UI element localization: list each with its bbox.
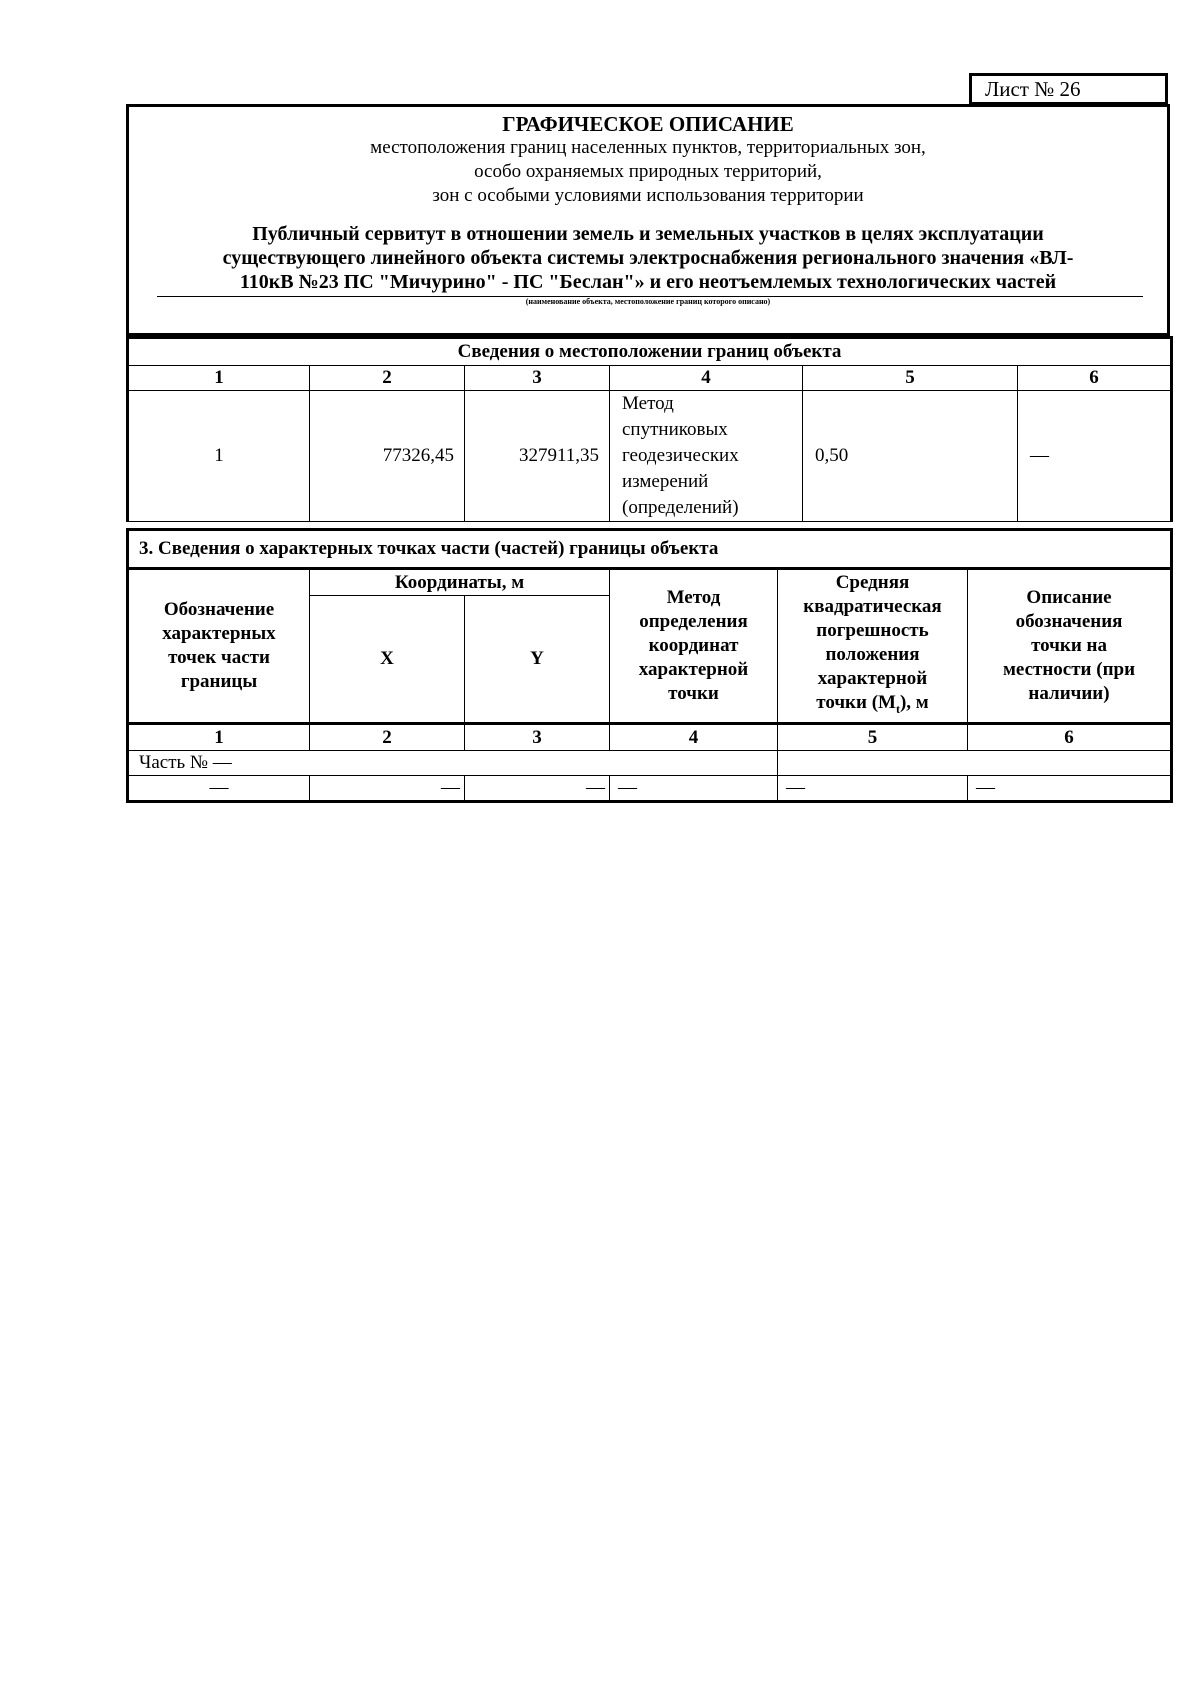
header-line: точки bbox=[668, 683, 719, 704]
method-header bbox=[610, 569, 778, 724]
column-number: 6 bbox=[1018, 366, 1172, 391]
header-line: характерной bbox=[817, 668, 928, 690]
header-text: ), м bbox=[899, 692, 929, 714]
header-line: точек части bbox=[168, 647, 270, 668]
header-line bbox=[778, 691, 967, 721]
header-line: Средняя bbox=[835, 572, 910, 594]
object-caption: (наименование объекта, местоположение границ которого описано) bbox=[525, 297, 771, 306]
description-value: — bbox=[1018, 391, 1172, 522]
header-line: характерной bbox=[638, 659, 749, 680]
column-number: 3 bbox=[465, 366, 610, 391]
header-line: координат bbox=[648, 635, 739, 656]
column-number: 4 bbox=[610, 724, 778, 751]
column-number: 3 bbox=[465, 724, 610, 751]
description-value: — bbox=[968, 776, 1172, 802]
error-header bbox=[778, 569, 968, 724]
part-label-blank bbox=[778, 751, 1172, 776]
header-line: границы bbox=[180, 671, 258, 692]
header-text: точки (M bbox=[816, 692, 896, 714]
location-table bbox=[126, 336, 1173, 522]
method-line: Метод bbox=[622, 393, 674, 414]
coordinates-header: Координаты, м bbox=[310, 569, 610, 596]
point-designation: — bbox=[128, 776, 310, 802]
error-value: — bbox=[778, 776, 968, 802]
header-line: обозначения bbox=[1015, 611, 1123, 632]
coordinate-x: 77326,45 bbox=[310, 391, 465, 522]
header-line: Обозначение bbox=[163, 599, 275, 620]
column-number: 5 bbox=[778, 724, 968, 751]
header-line: точки на bbox=[1031, 635, 1107, 656]
method-line: измерений bbox=[622, 471, 709, 492]
column-number: 1 bbox=[128, 724, 310, 751]
part-label: Часть № — bbox=[128, 751, 778, 776]
header-line: погрешность bbox=[816, 620, 929, 642]
column-number: 2 bbox=[310, 366, 465, 391]
method-line: геодезических bbox=[622, 445, 739, 466]
object-name-line: существующего линейного объекта системы электроснабжения регионального значения «ВЛ- bbox=[222, 247, 1074, 269]
column-number: 4 bbox=[610, 366, 803, 391]
document-title: ГРАФИЧЕСКОЕ ОПИСАНИЕ bbox=[502, 112, 794, 136]
column-number: 5 bbox=[803, 366, 1018, 391]
coordinate-x: — bbox=[310, 776, 465, 802]
subscript: t bbox=[895, 701, 900, 716]
header-line: положения bbox=[825, 644, 920, 666]
object-name-line: Публичный сервитут в отношении земель и земельных участков в целях эксплуатации bbox=[252, 223, 1044, 245]
coordinate-y: — bbox=[465, 776, 610, 802]
points-section-title: 3. Сведения о характерных точках части (частей) границы объекта bbox=[128, 530, 1172, 569]
subtitle-line: местоположения границ населенных пунктов, территориальных зон, bbox=[370, 137, 926, 158]
description-header bbox=[968, 569, 1172, 724]
subtitle-line: особо охраняемых природных территорий, bbox=[474, 161, 822, 182]
method-line: (определений) bbox=[622, 497, 739, 518]
column-number: 6 bbox=[968, 724, 1172, 751]
column-number: 1 bbox=[128, 366, 310, 391]
point-number: 1 bbox=[128, 391, 310, 522]
column-number: 2 bbox=[310, 724, 465, 751]
table-row bbox=[128, 776, 1172, 802]
header-line: местности (при bbox=[1002, 659, 1136, 680]
method-value: — bbox=[610, 776, 778, 802]
method-line: спутниковых bbox=[622, 419, 728, 440]
error-value: 0,50 bbox=[803, 391, 1018, 522]
header-line: Описание bbox=[1026, 587, 1112, 608]
subtitle-line: зон с особыми условиями использования территории bbox=[432, 185, 864, 206]
header-line: квадратическая bbox=[803, 596, 942, 618]
location-section-title: Сведения о местоположении границ объекта bbox=[128, 338, 1172, 366]
designation-header bbox=[128, 569, 310, 724]
sheet-number: Лист № 26 bbox=[969, 73, 1168, 105]
y-header: Y bbox=[465, 596, 610, 724]
header-line: Метод bbox=[666, 587, 721, 608]
header-line: характерных bbox=[162, 623, 276, 644]
points-table bbox=[126, 528, 1173, 803]
document-header bbox=[126, 104, 1170, 336]
header-line: наличии) bbox=[1028, 683, 1110, 704]
table-row bbox=[128, 391, 1172, 522]
method-cell bbox=[610, 391, 803, 522]
object-name bbox=[149, 222, 1147, 294]
x-header: X bbox=[310, 596, 465, 724]
object-name-line: 110кВ №23 ПС "Мичурино" - ПС "Беслан"» и его неотъемлемых технологических частей bbox=[239, 271, 1057, 293]
header-line: определения bbox=[639, 611, 748, 632]
coordinate-y: 327911,35 bbox=[465, 391, 610, 522]
